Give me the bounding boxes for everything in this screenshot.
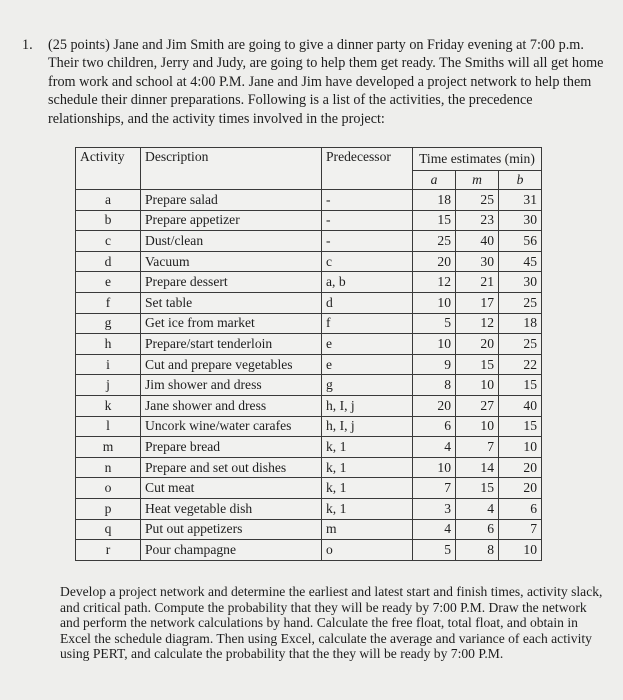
cell-time-b: 30	[499, 272, 542, 293]
cell-time-a: 6	[413, 416, 456, 437]
cell-time-m: 15	[456, 478, 499, 499]
cell-time-a: 8	[413, 375, 456, 396]
instructions-text: Develop a project network and determine the earliest and latest start and finish times, activity slack, and critical path. Compute the probability that they will be ready by 7:00 P.M. Draw the network and perform the network calculations by hand. Calculate the free float, total float, and obtain in Excel the schedule diagram. Then using Excel, calculate the average and variance of each activity using PERT, and calculate the probability that the they will be ready by 7:00 P.M.	[60, 584, 603, 662]
cell-activity: i	[76, 354, 141, 375]
table-row	[76, 251, 542, 272]
cell-time-b: 15	[499, 416, 542, 437]
cell-time-m: 6	[456, 519, 499, 540]
cell-description: Prepare salad	[141, 190, 322, 211]
cell-activity: n	[76, 457, 141, 478]
cell-time-b: 10	[499, 437, 542, 458]
table-row	[76, 292, 542, 313]
cell-time-m: 7	[456, 437, 499, 458]
table-body	[76, 190, 542, 561]
subheader-a: a	[413, 171, 456, 190]
cell-description: Uncork wine/water carafes	[141, 416, 322, 437]
table-row	[76, 540, 542, 561]
cell-predecessor: k, 1	[322, 437, 413, 458]
cell-activity: e	[76, 272, 141, 293]
activity-table-container	[75, 147, 542, 561]
table-row	[76, 354, 542, 375]
cell-time-b: 7	[499, 519, 542, 540]
table-row	[76, 519, 542, 540]
problem-number: 1.	[22, 37, 33, 53]
cell-time-m: 40	[456, 231, 499, 252]
cell-time-a: 5	[413, 313, 456, 334]
cell-time-b: 31	[499, 190, 542, 211]
problem-statement	[22, 36, 612, 128]
cell-time-m: 4	[456, 498, 499, 519]
table-row	[76, 313, 542, 334]
table-row	[76, 190, 542, 211]
cell-predecessor: o	[322, 540, 413, 561]
cell-activity: h	[76, 334, 141, 355]
cell-description: Cut meat	[141, 478, 322, 499]
cell-predecessor: -	[322, 231, 413, 252]
cell-activity: k	[76, 395, 141, 416]
table-row	[76, 272, 542, 293]
cell-time-b: 45	[499, 251, 542, 272]
cell-time-m: 10	[456, 416, 499, 437]
cell-time-a: 5	[413, 540, 456, 561]
cell-description: Jane shower and dress	[141, 395, 322, 416]
header-description: Description	[141, 148, 322, 190]
cell-activity: q	[76, 519, 141, 540]
cell-description: Get ice from market	[141, 313, 322, 334]
cell-time-m: 15	[456, 354, 499, 375]
cell-description: Jim shower and dress	[141, 375, 322, 396]
header-activity: Activity	[76, 148, 141, 190]
cell-description: Put out appetizers	[141, 519, 322, 540]
table-row	[76, 478, 542, 499]
cell-time-b: 56	[499, 231, 542, 252]
cell-activity: a	[76, 190, 141, 211]
table-row	[76, 498, 542, 519]
cell-time-b: 6	[499, 498, 542, 519]
cell-activity: o	[76, 478, 141, 499]
cell-time-b: 22	[499, 354, 542, 375]
cell-activity: j	[76, 375, 141, 396]
cell-time-m: 27	[456, 395, 499, 416]
cell-time-a: 10	[413, 292, 456, 313]
cell-time-a: 7	[413, 478, 456, 499]
table-row	[76, 457, 542, 478]
cell-time-b: 25	[499, 292, 542, 313]
cell-time-m: 17	[456, 292, 499, 313]
cell-activity: r	[76, 540, 141, 561]
cell-predecessor: e	[322, 354, 413, 375]
cell-description: Prepare bread	[141, 437, 322, 458]
cell-predecessor: k, 1	[322, 498, 413, 519]
cell-activity: b	[76, 210, 141, 231]
cell-time-m: 20	[456, 334, 499, 355]
cell-description: Cut and prepare vegetables	[141, 354, 322, 375]
cell-time-a: 12	[413, 272, 456, 293]
cell-activity: d	[76, 251, 141, 272]
cell-description: Prepare/start tenderloin	[141, 334, 322, 355]
table-row	[76, 210, 542, 231]
cell-time-a: 25	[413, 231, 456, 252]
cell-time-b: 18	[499, 313, 542, 334]
cell-time-a: 15	[413, 210, 456, 231]
cell-activity: l	[76, 416, 141, 437]
cell-predecessor: c	[322, 251, 413, 272]
cell-description: Pour champagne	[141, 540, 322, 561]
cell-time-b: 25	[499, 334, 542, 355]
header-time-estimates: Time estimates (min)	[413, 148, 542, 171]
cell-time-m: 8	[456, 540, 499, 561]
cell-description: Prepare and set out dishes	[141, 457, 322, 478]
cell-time-a: 20	[413, 251, 456, 272]
cell-description: Vacuum	[141, 251, 322, 272]
cell-time-m: 10	[456, 375, 499, 396]
cell-description: Dust/clean	[141, 231, 322, 252]
cell-time-a: 4	[413, 519, 456, 540]
cell-description: Prepare dessert	[141, 272, 322, 293]
table-header-row	[76, 148, 542, 171]
cell-time-b: 15	[499, 375, 542, 396]
cell-predecessor: m	[322, 519, 413, 540]
cell-predecessor: f	[322, 313, 413, 334]
cell-description: Prepare appetizer	[141, 210, 322, 231]
cell-time-m: 12	[456, 313, 499, 334]
cell-description: Set table	[141, 292, 322, 313]
cell-time-a: 9	[413, 354, 456, 375]
cell-time-a: 10	[413, 457, 456, 478]
cell-predecessor: k, 1	[322, 478, 413, 499]
cell-activity: f	[76, 292, 141, 313]
problem-text: (25 points) Jane and Jim Smith are going to give a dinner party on Friday evening at 7:00 p.m. Their two children, Jerry and Judy, are going to help them get ready. The Smiths will all get home from work and school at 4:00 P.M. Jane and Jim have developed a project network to help them schedule their dinner preparations. Following is a list of the activities, the precedence relationships, and the activity times involved in the project:	[48, 37, 604, 127]
cell-time-m: 14	[456, 457, 499, 478]
table-row	[76, 437, 542, 458]
cell-time-a: 3	[413, 498, 456, 519]
table-row	[76, 375, 542, 396]
table-row	[76, 334, 542, 355]
table-row	[76, 416, 542, 437]
cell-predecessor: h, I, j	[322, 416, 413, 437]
cell-predecessor: e	[322, 334, 413, 355]
cell-activity: m	[76, 437, 141, 458]
cell-time-m: 23	[456, 210, 499, 231]
cell-time-b: 10	[499, 540, 542, 561]
cell-time-a: 18	[413, 190, 456, 211]
cell-predecessor: a, b	[322, 272, 413, 293]
cell-predecessor: g	[322, 375, 413, 396]
table-row	[76, 395, 542, 416]
cell-time-b: 40	[499, 395, 542, 416]
cell-time-a: 10	[413, 334, 456, 355]
cell-time-m: 25	[456, 190, 499, 211]
subheader-b: b	[499, 171, 542, 190]
cell-description: Heat vegetable dish	[141, 498, 322, 519]
cell-time-a: 4	[413, 437, 456, 458]
cell-predecessor: d	[322, 292, 413, 313]
table-row	[76, 231, 542, 252]
cell-predecessor: -	[322, 190, 413, 211]
cell-predecessor: h, I, j	[322, 395, 413, 416]
header-predecessor: Predecessor	[322, 148, 413, 190]
cell-activity: g	[76, 313, 141, 334]
cell-predecessor: -	[322, 210, 413, 231]
cell-time-b: 30	[499, 210, 542, 231]
cell-predecessor: k, 1	[322, 457, 413, 478]
cell-time-b: 20	[499, 457, 542, 478]
cell-time-m: 30	[456, 251, 499, 272]
cell-time-b: 20	[499, 478, 542, 499]
cell-activity: p	[76, 498, 141, 519]
cell-activity: c	[76, 231, 141, 252]
cell-time-m: 21	[456, 272, 499, 293]
activity-table	[75, 147, 542, 561]
cell-time-a: 20	[413, 395, 456, 416]
subheader-m: m	[456, 171, 499, 190]
